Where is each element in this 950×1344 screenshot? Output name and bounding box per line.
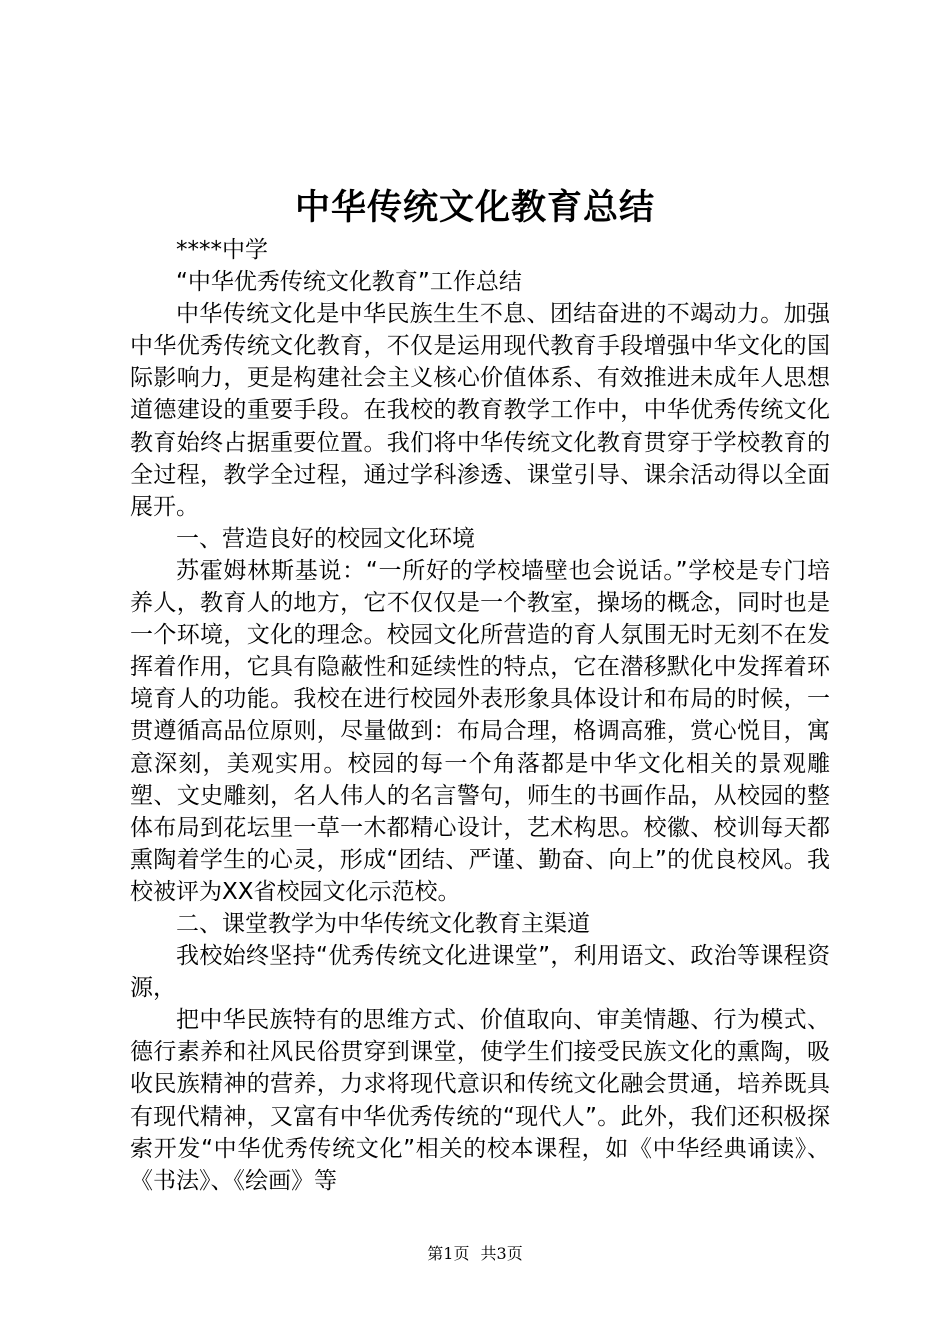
section-heading-2: 二、课堂教学为中华传统文化教育主渠道: [176, 910, 590, 937]
section-heading-1: 一、营造良好的校园文化环境: [176, 525, 475, 552]
report-subtitle: “中华优秀传统文化教育”工作总结: [176, 269, 522, 296]
paragraph-intro: 中华传统文化是中华民族生生不息、团结奋进的不竭动力。加强中华优秀传统文化教育，不仅是运用现代教育手段增强中华文化的国际影响力，更是构建社会主义核心价值体系、有效推进未成年人思想道德建设的重要手段。在我校的教育教学工作中，中华优秀传统文化教育始终占据重要位置。我们将中华传统文化教育贯穿于学校教育的全过程，教学全过程，通过学科渗透、课堂引导、课余活动得以全面展开。: [130, 301, 830, 520]
page-footer: [0, 1243, 950, 1265]
page-number: 第1页: [427, 1244, 470, 1263]
page-total: 共3页: [480, 1244, 523, 1263]
paragraph-curriculum: 把中华民族特有的思维方式、价值取向、审美情趣、行为模式、德行素养和社风民俗贯穿到课堂，使学生们接受民族文化的熏陶，吸收民族精神的营养，力求将现代意识和传统文化融会贯通，培养既具有现代精神，又富有中华优秀传统的“现代人”。此外，我们还积极探索开发“中华优秀传统文化”相关的校本课程，如《中华经典诵读》、《书法》、《绘画》等: [130, 1007, 830, 1194]
document-title: 中华传统文化教育总结: [294, 187, 655, 228]
school-name: ****中学: [176, 237, 268, 263]
paragraph-campus-culture: 苏霍姆林斯基说：“一所好的学校墙壁也会说话。”学校是专门培养人，教育人的地方，它不仅仅是一个教室，操场的概念，同时也是一个环境，文化的理念。校园文化所营造的育人氛围无时无刻不在发挥着作用，它具有隐蔽性和延续性的特点，它在潜移默化中发挥着环境育人的功能。我校在进行校园外表形象具体设计和布局的时候，一贯遵循高品位原则，尽量做到：布局合理，格调高雅，赏心悦目，寓意深刻，美观实用。校园的每一个角落都是中华文化相关的景观雕塑、文史雕刻，名人伟人的名言警句，师生的书画作品，从校园的整体布局到花坛里一草一木都精心设计，艺术构思。校徽、校训每天都熏陶着学生的心灵，形成“团结、严谨、勤奋、向上”的优良校风。我校被评为XX省校园文化示范校。: [130, 557, 830, 905]
document-body: [130, 234, 830, 1197]
paragraph-classroom: 我校始终坚持“优秀传统文化进课堂”，利用语文、政治等课程资源，: [130, 943, 830, 1002]
